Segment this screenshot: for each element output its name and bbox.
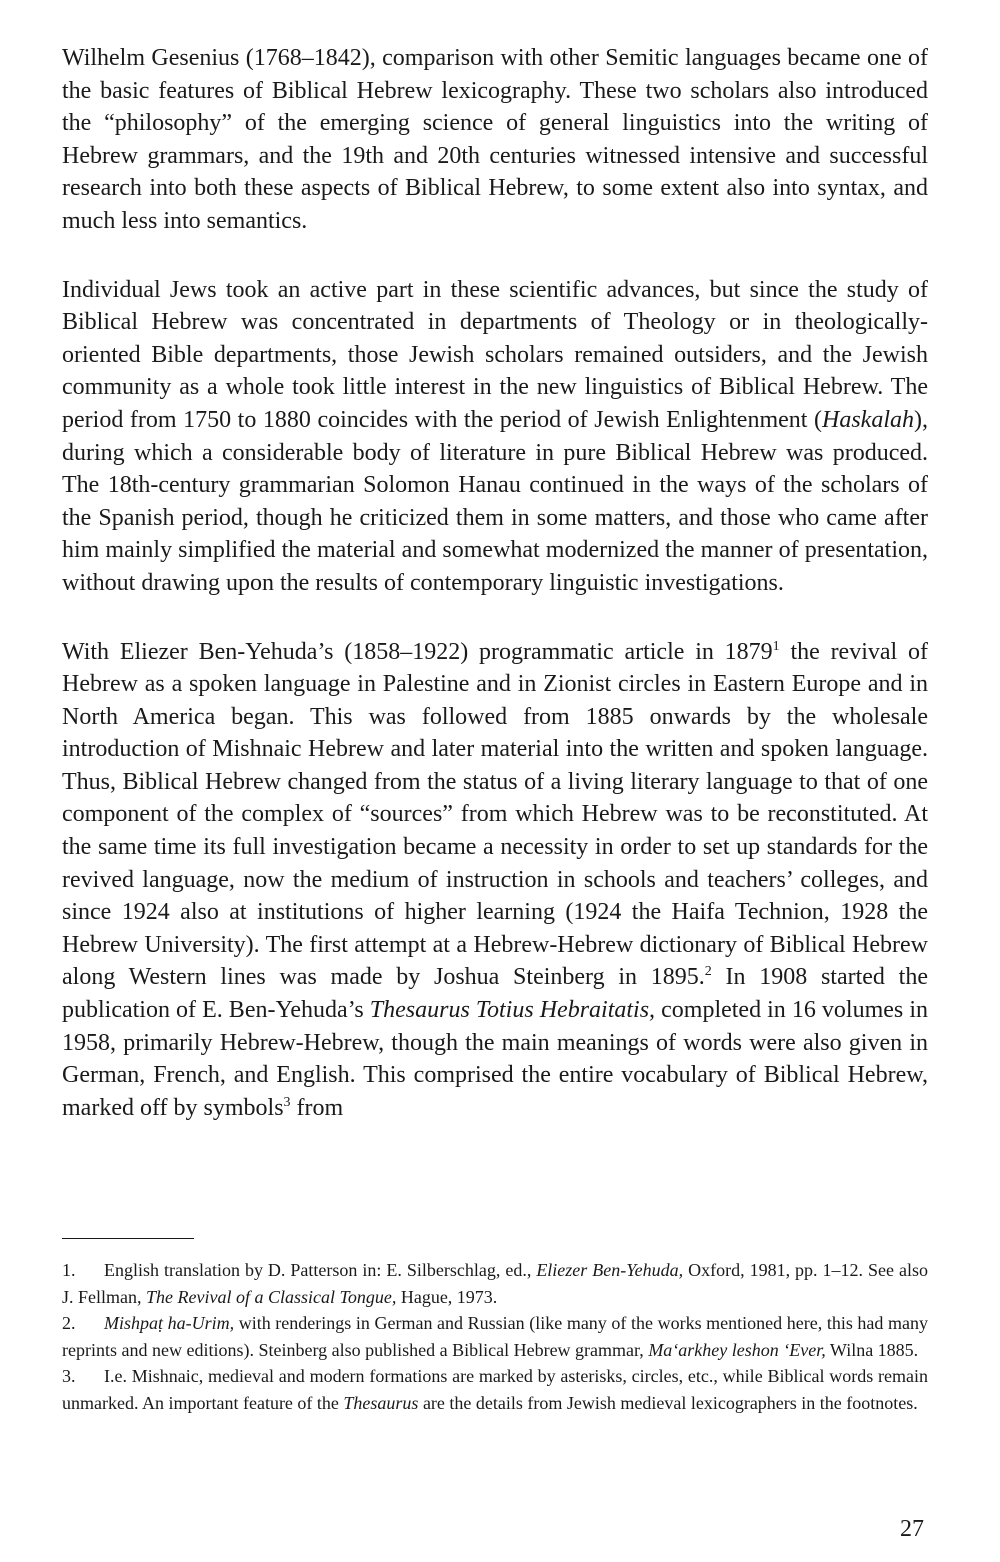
italic-title: Mishpaṭ ha-Urim, [104, 1313, 235, 1333]
text-run: the revival of Hebrew as a spoken language in Palestine and in Zionist circles in Eastern Europe and in North America began. This was followed from 1885 onwards by the wholesale introduction of Mishnaic Hebrew and later material into the written and spoken language. Thus, Biblical Hebrew changed from the status of a living literary language to that of one component of the complex of “sources” from which Hebrew was to be reconstituted. At the same time its full investigation became a necessity in order to set up standards for the revived language, now the medium of instruction in schools and teachers’ colleges, and since 1924 also at institutions of higher learning (1924 the Haifa Technion, 1928 the Hebrew University). The first attempt at a Hebrew-Hebrew dictionary of Biblical Hebrew along Western lines was made by Joshua Steinberg in 1895. [62, 638, 928, 991]
paragraph-individual-jews [62, 274, 928, 600]
footnote-1 [62, 1257, 928, 1310]
text-run: are the details from Jewish medieval lexicographers in the footnotes. [418, 1392, 918, 1413]
text-run: English translation by D. Patterson in: E. Silberschlag, ed., [104, 1260, 537, 1280]
text-run: In 1908 started the publication of E. Ben-Yehuda’s [62, 964, 928, 1024]
italic-term: Haskalah [822, 406, 914, 433]
italic-title: Ma‘arkhey leshon ‘Ever, [648, 1339, 826, 1360]
text-run: Hague, 1973. [396, 1286, 498, 1307]
italic-title: Thesaurus [343, 1392, 419, 1413]
text-run: Oxford, 1981, pp. 1–12. See also J. Fellman, [62, 1260, 928, 1307]
footnote-2 [62, 1310, 928, 1363]
footnote-number: 1. [62, 1260, 76, 1280]
paragraph-gesenius [62, 42, 928, 238]
text-run: Individual Jews took an active part in these scientific advances, but since the study of Biblical Hebrew was concentrated in departments of Theology or in theologically-oriented Bible departments, those Jewish scholars remained outsiders, and the Jewish community as a whole took little interest in the new linguistics of Biblical Hebrew. The period from 1750 to 1880 coincides with the period of Jewish Enlightenment ( [62, 276, 928, 433]
footnote-ref-2: 2 [704, 964, 712, 980]
page-number: 27 [900, 1516, 924, 1542]
italic-title: The Revival of a Classical Tongue, [146, 1286, 397, 1307]
footnote-number: 3. [62, 1366, 76, 1386]
text-run: I.e. Mishnaic, medieval and modern formations are marked by asterisks, circles, etc., while Biblical words remain unmarked. An important feature of the [62, 1366, 928, 1413]
italic-title: Thesaurus Totius Hebraitatis, [369, 997, 656, 1024]
footnotes [62, 1257, 928, 1416]
text-run: with renderings in German and Russian (like many of the works mentioned here, this had many reprints and new editions). Steinberg also published a Biblical Hebrew grammar, [62, 1313, 929, 1360]
text-run: Wilna 1885. [825, 1339, 919, 1360]
italic-title: Eliezer Ben-Yehuda, [536, 1260, 684, 1280]
paragraph-ben-yehuda [62, 636, 928, 1125]
text-run: With Eliezer Ben-Yehuda’s (1858–1922) programmatic article in 1879 [62, 638, 773, 665]
footnote-3 [62, 1363, 928, 1416]
text-run: from [290, 1094, 344, 1121]
footnote-ref-3: 3 [283, 1094, 291, 1110]
text-run: completed in 16 volumes in 1958, primarily Hebrew-Hebrew, though the main meanings of words were also given in German, French, and English. This comprised the entire vocabulary of Biblical Hebrew, marked off by symbols [62, 997, 928, 1121]
footnote-divider [62, 1238, 194, 1239]
footnote-ref-1: 1 [772, 638, 780, 654]
text-run: Wilhelm Gesenius (1768–1842), comparison with other Semitic languages became one of the basic features of Biblical Hebrew lexicography. These two scholars also introduced the “philosophy” of the emerging science of general linguistics into the writing of Hebrew grammars, and the 19th and 20th centuries witnessed intensive and successful research into both these aspects of Biblical Hebrew, to some extent also into syntax, and much less into semantics. [62, 45, 928, 234]
footnote-number: 2. [62, 1313, 76, 1333]
text-run: ), during which a considerable body of literature in pure Biblical Hebrew was produced. The 18th-century grammarian Solomon Hanau continued in the ways of the scholars of the Spanish period, though he criticized them in some matters, and those who came after him mainly simplified the material and somewhat modernized the manner of presentation, without drawing upon the results of contemporary linguistic investigations. [62, 406, 928, 596]
main-text [62, 42, 928, 1160]
